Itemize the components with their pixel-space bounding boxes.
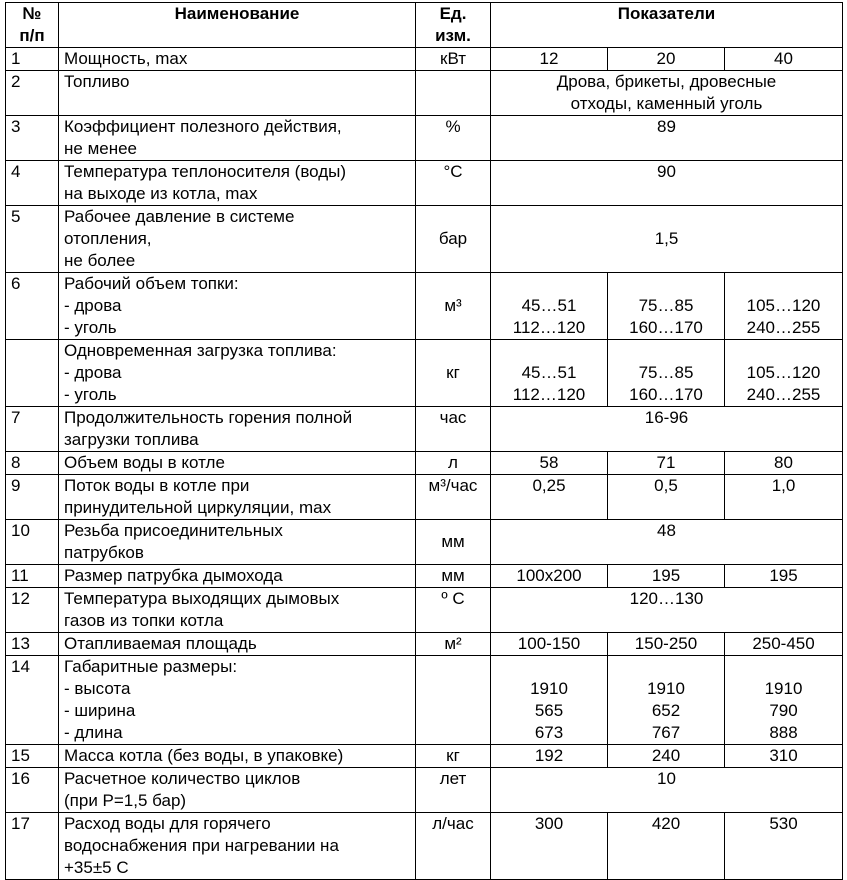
table-row [6,161,843,206]
row-num: 9 [6,475,59,520]
table-row [6,452,843,475]
row-value-2: 240 [608,745,725,768]
row-value-2: 71 [608,452,725,475]
row-name: Топливо [59,71,416,116]
row-unit: м³ [416,273,491,340]
row-unit: м³/час [416,475,491,520]
row-unit: кВт [416,48,491,71]
row-value-3: 250-450 [725,633,843,656]
row-value-1: 0,25 [491,475,608,520]
row-value-3: 1,0 [725,475,843,520]
row-name: Поток воды в котле при принудительной циркуляции, max [59,475,416,520]
row-unit: кг [416,340,491,407]
row-num: 11 [6,565,59,588]
row-value-3: 105…120 240…255 [725,340,843,407]
row-num: 4 [6,161,59,206]
table-row [6,745,843,768]
row-num: 7 [6,407,59,452]
row-unit: час [416,407,491,452]
row-unit: л [416,452,491,475]
row-value-all: Дрова, брикеты, дровесные отходы, каменный уголь [491,71,843,116]
row-num: 14 [6,656,59,745]
row-value-3: 40 [725,48,843,71]
row-num: 5 [6,206,59,273]
row-unit: °С [416,161,491,206]
row-unit: бар [416,206,491,273]
row-value-all: 90 [491,161,843,206]
row-value-2: 75…85 160…170 [608,273,725,340]
row-name: Расчетное количество циклов (при Р=1,5 бар) [59,768,416,813]
row-value-2: 420 [608,813,725,880]
row-value-2: 0,5 [608,475,725,520]
table-row [6,656,843,745]
row-value-1: 58 [491,452,608,475]
header-name: Наименование [59,3,416,48]
row-unit: % [416,116,491,161]
table-row [6,340,843,407]
row-unit: кг [416,745,491,768]
header-row [6,3,843,48]
row-value-3: 195 [725,565,843,588]
row-num: 12 [6,588,59,633]
row-value-all: 120…130 [491,588,843,633]
row-num: 13 [6,633,59,656]
row-value-1: 45…51 112…120 [491,340,608,407]
row-num: 8 [6,452,59,475]
row-value-2: 1910 652 767 [608,656,725,745]
row-num: 1 [6,48,59,71]
row-unit [416,656,491,745]
row-num: 6 [6,273,59,340]
row-unit: º С [416,588,491,633]
row-unit: мм [416,520,491,565]
header-unit: Ед. изм. [416,3,491,48]
header-values: Показатели [491,3,843,48]
row-name: Продолжительность горения полной загрузки топлива [59,407,416,452]
row-value-all: 89 [491,116,843,161]
table-row [6,71,843,116]
row-unit: мм [416,565,491,588]
row-value-1: 45…51 112…120 [491,273,608,340]
row-num: 10 [6,520,59,565]
row-value-all: 48 [491,520,843,565]
table-row [6,273,843,340]
row-name: Температура теплоносителя (воды) на выходе из котла, max [59,161,416,206]
row-value-2: 195 [608,565,725,588]
row-num: 2 [6,71,59,116]
row-num [6,340,59,407]
row-value-all: 1,5 [491,206,843,273]
row-value-1: 12 [491,48,608,71]
row-num: 16 [6,768,59,813]
row-name: Рабочий объем топки: - дрова - уголь [59,273,416,340]
row-value-all: 10 [491,768,843,813]
table-row [6,813,843,880]
row-name: Габаритные размеры: - высота - ширина - длина [59,656,416,745]
row-name: Масса котла (без воды, в упаковке) [59,745,416,768]
table-row [6,565,843,588]
table-row [6,475,843,520]
row-name: Объем воды в котле [59,452,416,475]
table-row [6,116,843,161]
row-num: 3 [6,116,59,161]
row-value-3: 1910 790 888 [725,656,843,745]
row-unit: м² [416,633,491,656]
row-value-3: 530 [725,813,843,880]
row-name: Рабочее давление в системе отопления, не более [59,206,416,273]
table-row [6,520,843,565]
table-row [6,633,843,656]
row-num: 15 [6,745,59,768]
specs-table [5,2,843,880]
row-name: Одновременная загрузка топлива: - дрова - уголь [59,340,416,407]
row-value-1: 1910 565 673 [491,656,608,745]
table-row [6,768,843,813]
row-name: Отапливаемая площадь [59,633,416,656]
row-value-1: 300 [491,813,608,880]
row-value-1: 100-150 [491,633,608,656]
row-value-3: 105…120 240…255 [725,273,843,340]
table-row [6,48,843,71]
row-value-3: 310 [725,745,843,768]
row-unit: лет [416,768,491,813]
row-name: Мощность, max [59,48,416,71]
row-name: Размер патрубка дымохода [59,565,416,588]
row-value-1: 192 [491,745,608,768]
row-value-2: 75…85 160…170 [608,340,725,407]
row-value-3: 80 [725,452,843,475]
row-value-2: 150-250 [608,633,725,656]
table-row [6,206,843,273]
header-num: № п/п [6,3,59,48]
row-name: Температура выходящих дымовых газов из топки котла [59,588,416,633]
table-row [6,588,843,633]
row-unit: л/час [416,813,491,880]
row-unit [416,71,491,116]
row-num: 17 [6,813,59,880]
row-value-2: 20 [608,48,725,71]
row-name: Резьба присоединительных патрубков [59,520,416,565]
row-name: Расход воды для горячего водоснабжения при нагревании на +35±5 С [59,813,416,880]
row-name: Коэффициент полезного действия, не менее [59,116,416,161]
row-value-all: 16-96 [491,407,843,452]
row-value-1: 100x200 [491,565,608,588]
table-row [6,407,843,452]
